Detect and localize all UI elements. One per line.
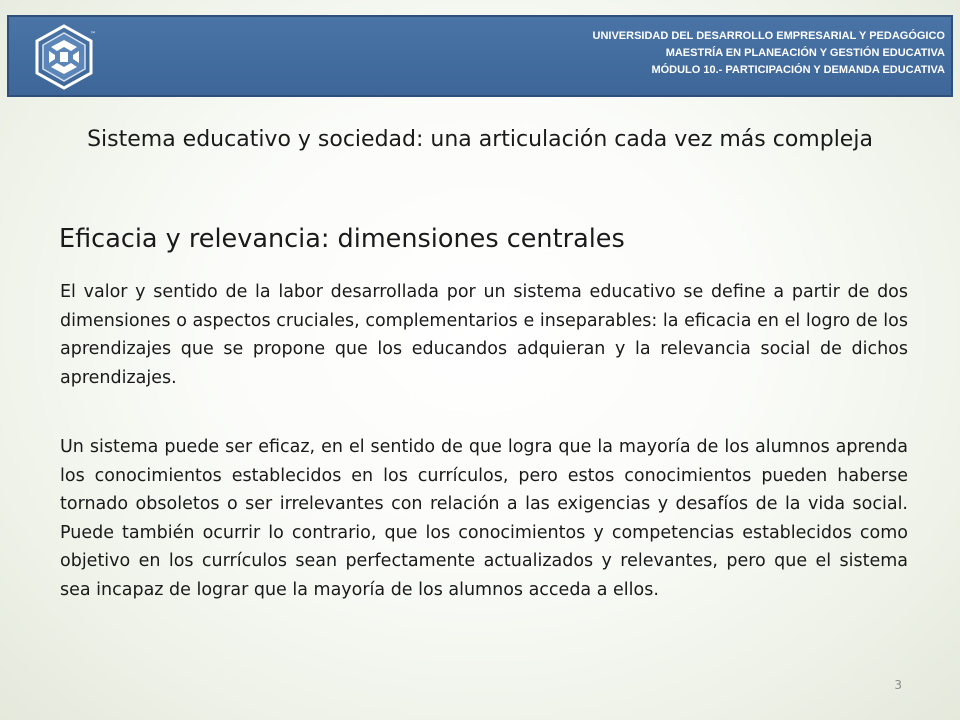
university-name: UNIVERSIDAD DEL DESARROLLO EMPRESARIAL Y PEDAGÓGICO [592,30,945,42]
module-name: MÓDULO 10.- PARTICIPACIÓN Y DEMANDA EDUCATIVA [651,64,945,76]
section-heading: Eficacia y relevancia: dimensiones centrales [59,224,625,254]
body-paragraph-1: El valor y sentido de la labor desarrollada por un sistema educativo se define a partir de dos dimensiones o aspectos cruciales, complementarios e inseparables: la eficacia en el logro de los aprendizajes que se propone que los educandos adquieran y la relevancia social de dichos aprendizajes. [60,282,908,388]
header-text [593,28,945,79]
university-logo-icon [31,24,97,90]
svg-text:™: ™ [90,31,96,38]
page-number: 3 [894,678,902,692]
header-banner [7,15,953,97]
body-paragraph-2: Un sistema puede ser eficaz, en el sentido de que logra que la mayoría de los alumnos aprenda los conocimientos establecidos en los currículos, pero estos conocimientos pueden haberse tornado obsoletos o ser irrelevantes con relación a las exigencias y desafíos de la vida social. Puede también ocurrir lo contrario, que los conocimientos y competencias establecidos como objetivo en los currículos sean perfectamente actualizados y relevantes, pero que el sistema sea incapaz de lograr que la mayoría de los alumnos acceda a ellos. [60,437,908,600]
slide-title: Sistema educativo y sociedad: una articulación cada vez más compleja [87,127,873,152]
program-name: MAESTRÍA EN PLANEACIÓN Y GESTIÓN EDUCATIVA [665,47,945,59]
